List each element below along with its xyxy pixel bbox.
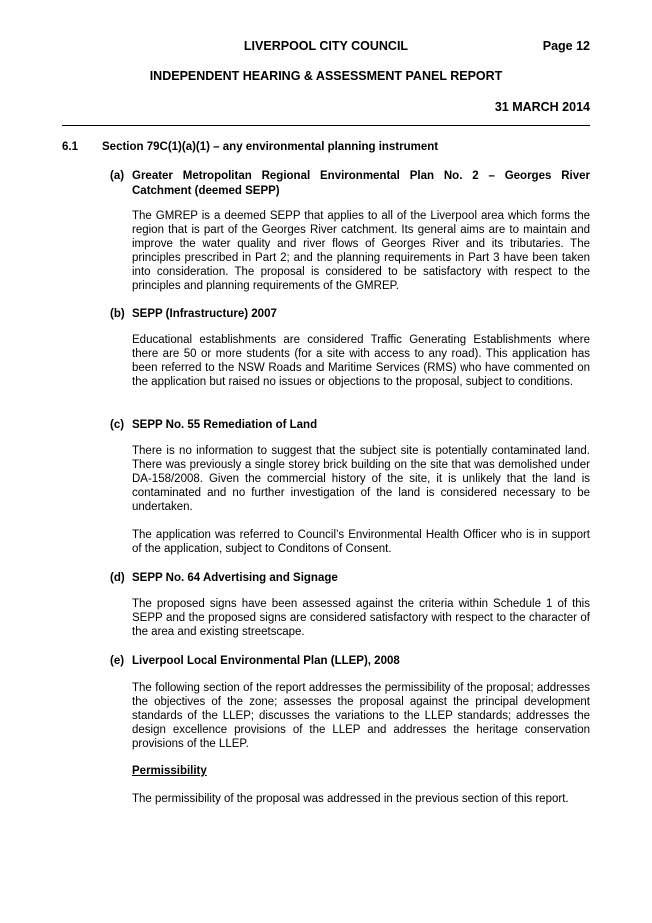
permissibility-paragraph: The permissibility of the proposal was addressed in the previous section of this report. — [132, 793, 569, 805]
header-divider — [62, 125, 590, 126]
item-b-paragraph: Educational establishments are considered Traffic Generating Establishments where there are 50 or more students (for a site with access to any road). This application has been referred to the NSW Roads and Maritime Services (RMS) who have commented on the application but raised no issues or objections to the proposal, subject to conditions. — [132, 334, 590, 388]
item-d-title: SEPP No. 64 Advertising and Signage — [132, 572, 338, 584]
item-a-label: (a) — [110, 170, 125, 182]
item-e-title: Liverpool Local Environmental Plan (LLEP), 2008 — [132, 655, 400, 667]
report-title: INDEPENDENT HEARING & ASSESSMENT PANEL REPORT — [149, 69, 503, 83]
item-b-label: (b) — [110, 308, 125, 320]
item-b-title: SEPP (Infrastructure) 2007 — [132, 308, 277, 320]
permissibility-heading: Permissibility — [132, 765, 207, 777]
item-a-paragraph: The GMREP is a deemed SEPP that applies to all of the Liverpool area which forms the region that is part of the Georges River catchment. Its general aims are to maintain and improve the water quality and river flows of Georges River and its tributaries. The principles prescribed in Part 2; and the planning requirements in Part 3 have been taken into consideration. The proposal is considered to be satisfactory with respect to the principles and planning requirements of the GMREP. — [132, 210, 590, 292]
item-c-title: SEPP No. 55 Remediation of Land — [132, 419, 318, 431]
section-title: Section 79C(1)(a)(1) – any environmental planning instrument — [102, 141, 439, 153]
item-e-paragraph: The following section of the report addresses the permissibility of the proposal; addresses the objectives of the zone; assesses the proposal against the principal development standards of the LLEP; discusses the variations to the LLEP standards; addresses the design excellence provisions of the LLEP and addresses the heritage conservation provisions of the LLEP. — [132, 682, 590, 750]
item-e-label: (e) — [110, 655, 125, 667]
item-d-paragraph: The proposed signs have been assessed against the criteria within Schedule 1 of this SEPP and the proposed signs are considered satisfactory with respect to the character of the area and existing streetscape. — [132, 598, 590, 638]
page-number: Page 12 — [542, 39, 590, 53]
item-c-paragraph-1: There is no information to suggest that the subject site is potentially contaminated land. There was previously a single storey brick building on the site that was demolished under DA-158/2008. Given the commercial history of the site, it is unlikely that the land is contaminated and no further investigation of the land is considered necessary to be undertaken. — [132, 445, 590, 513]
item-c-label: (c) — [110, 419, 125, 431]
item-c-paragraph-2: The application was referred to Council’s Environmental Health Officer who is in support of the application, subject to Conditons of Consent. — [132, 529, 590, 555]
section-number: 6.1 — [62, 141, 78, 153]
report-date: 31 MARCH 2014 — [494, 100, 590, 114]
item-d-label: (d) — [110, 572, 125, 584]
council-name: LIVERPOOL CITY COUNCIL — [243, 39, 409, 53]
item-a-title: Greater Metropolitan Regional Environmental Plan No. 2 – Georges River Catchment (deemed SEPP) — [132, 170, 590, 197]
